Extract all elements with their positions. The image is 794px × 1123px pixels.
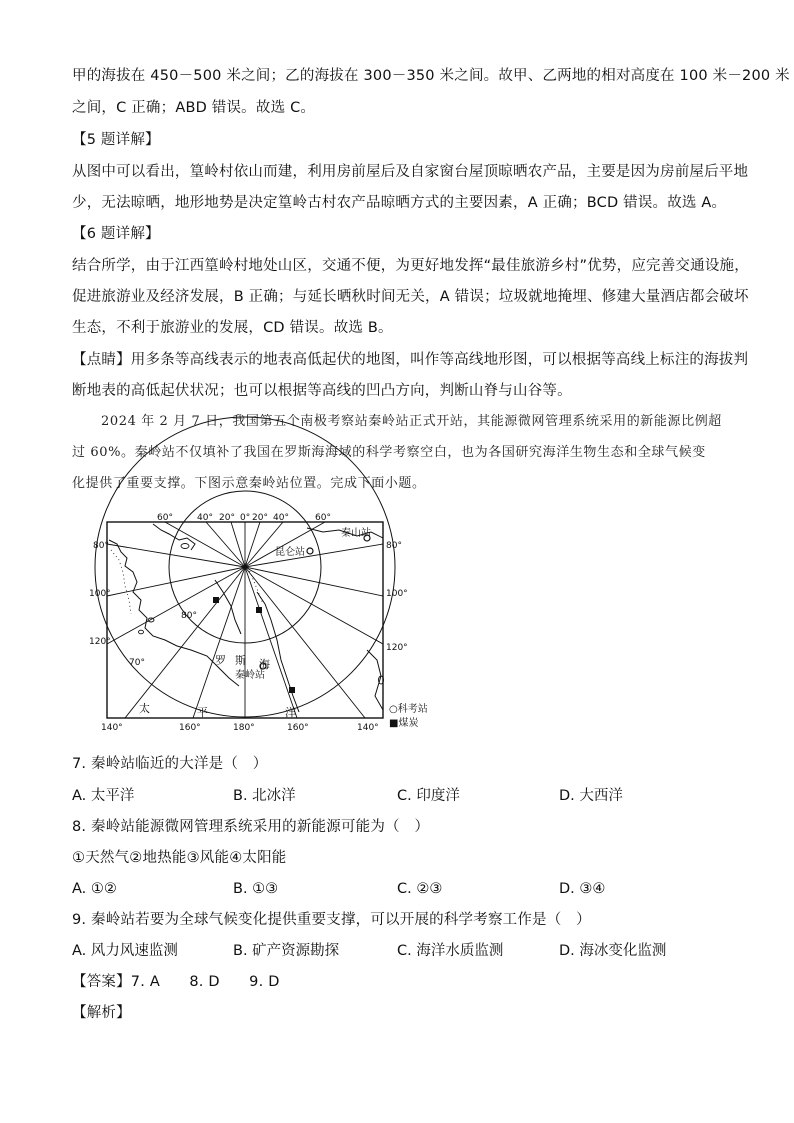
question-7: 7. 秦岭站临近的大洋是（ ）	[72, 756, 268, 772]
q8-option-c[interactable]: C. ②③	[397, 881, 443, 897]
tick-label: 40°	[273, 513, 289, 523]
tick-label: 40°	[197, 513, 213, 523]
tick-label: 20°	[219, 513, 235, 523]
paragraph-line: 之间，C 正确；ABD 错误。故选 C。	[72, 100, 316, 116]
question-8-items: ①天然气②地热能③风能④太阳能	[72, 850, 287, 866]
question-8: 8. 秦岭站能源微网管理系统采用的新能源可能为（ ）	[72, 819, 430, 835]
q7-option-b[interactable]: B. 北冰洋	[233, 788, 296, 804]
tick-label: 140°	[101, 723, 123, 733]
tick-label: 160°	[287, 723, 309, 733]
intro-line: 化提供了重要支撑。下图示意秦岭站位置。完成下面小题。	[72, 476, 426, 491]
paragraph-line: 甲的海拔在 450－500 米之间；乙的海拔在 300－350 米之间。故甲、乙两地的相对高度在 100 米－200 米	[72, 68, 790, 84]
ocean-label: 洋	[285, 706, 296, 719]
q7-option-c[interactable]: C. 印度洋	[397, 788, 460, 804]
paragraph-line: 从图中可以看出，篁岭村依山而建，利用房前屋后及自家窗台屋顶晾晒农产品，主要是因为房前屋后平地	[72, 164, 749, 180]
tick-label: 160°	[179, 723, 201, 733]
antarctic-map	[89, 500, 428, 735]
q9-option-d[interactable]: D. 海冰变化监测	[559, 943, 667, 959]
paragraph-line: 结合所学，由于江西篁岭村地处山区，交通不便，为更好地发挥“最佳旅游乡村”优势，应完善交通设施，	[72, 258, 749, 274]
paragraph-line: 促进旅游业及经济发展，B 正确；与延长晒秋时间无关，A 错误；垃圾就地掩埋、修建大量酒店都会破坏	[72, 289, 749, 305]
coal-marker	[213, 597, 219, 603]
latitude-label: 70°	[129, 658, 145, 668]
sea-label: 海	[259, 658, 270, 671]
q8-option-d[interactable]: D. ③④	[559, 881, 606, 897]
q8-option-b[interactable]: B. ①③	[233, 881, 279, 897]
station-label: 秦岭站	[235, 670, 265, 681]
intro-line: 过 60%。秦岭站不仅填补了我国在罗斯海海域的科学考察空白，也为各国研究海洋生物生态和全球气候变	[72, 445, 706, 460]
station-label: 昆仑站	[275, 547, 305, 558]
q9-option-b[interactable]: B. 矿产资源勘探	[233, 943, 340, 959]
sea-label: 斯	[235, 654, 246, 667]
analysis-heading: 【解析】	[72, 1005, 131, 1021]
tick-label: 120°	[89, 637, 111, 647]
section-heading: 【5 题详解】	[72, 132, 160, 148]
tip-line: 【点睛】用多条等高线表示的地表高低起伏的地图，叫作等高线地形图，可以根据等高线上标注的海拔判	[72, 352, 749, 368]
latitude-label: 80°	[181, 611, 197, 621]
paragraph-line: 少，无法晾晒，地形地势是决定篁岭古村农产品晾晒方式的主要因素，A 正确；BCD 错误。故选 A。	[72, 195, 727, 211]
q9-option-a[interactable]: A. 风力风速监测	[72, 943, 178, 959]
q7-option-d[interactable]: D. 大西洋	[559, 788, 623, 804]
q9-option-c[interactable]: C. 海洋水质监测	[397, 943, 504, 959]
station-label: 秦山站	[341, 528, 371, 539]
paragraph-line: 生态，不利于旅游业的发展，CD 错误。故选 B。	[72, 320, 393, 336]
kunlun-station-marker	[307, 548, 313, 554]
tick-label: 100°	[89, 589, 111, 599]
ocean-label: 平	[197, 706, 208, 719]
tip-line: 断地表的高低起伏状况；也可以根据等高线的凹凸方向，判断山脊与山谷等。	[72, 383, 572, 399]
tick-label: 120°	[386, 643, 408, 653]
question-9: 9. 秦岭站若要为全球气候变化提供重要支撑，可以开展的科学考察工作是（ ）	[72, 912, 591, 928]
tick-label: 80°	[386, 541, 402, 551]
tick-label: 80°	[93, 541, 109, 551]
coal-marker	[256, 607, 262, 613]
tick-label: 60°	[157, 513, 173, 523]
section-heading: 【6 题详解】	[72, 226, 160, 242]
tick-label: 60°	[315, 513, 331, 523]
legend-coal: ■煤炭	[389, 718, 419, 729]
tick-label: 100°	[386, 589, 408, 599]
ocean-label: 太	[139, 702, 150, 715]
answer-line: 【答案】7. A 8. D 9. D	[72, 974, 280, 990]
q8-option-a[interactable]: A. ①②	[72, 881, 117, 897]
q7-option-a[interactable]: A. 太平洋	[72, 788, 135, 804]
tick-label: 180°	[233, 723, 255, 733]
legend-station: ○科考站	[389, 704, 428, 715]
tick-label: 140°	[357, 723, 379, 733]
coal-marker	[289, 687, 295, 693]
sea-label: 罗	[215, 654, 226, 667]
intro-line: 2024 年 2 月 7 日，我国第五个南极考察站秦岭站正式开站，其能源微网管理系统采用的新能源比例超	[101, 414, 722, 429]
tick-label: 20°	[252, 513, 268, 523]
tick-label: 0°	[240, 513, 251, 523]
